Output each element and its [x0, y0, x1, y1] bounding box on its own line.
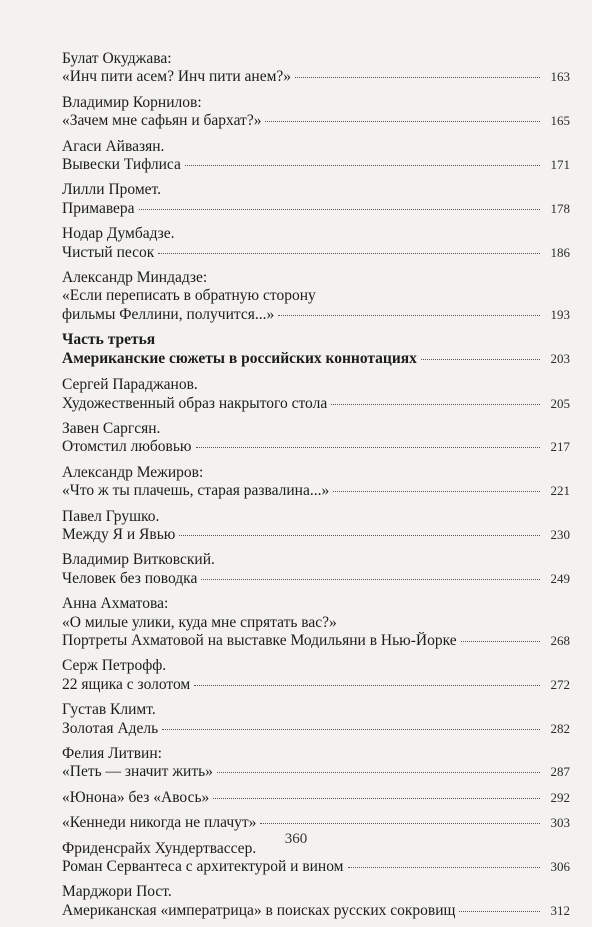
- dot-leader: [194, 685, 540, 686]
- entry-title: 22 ящика с золотом: [62, 675, 191, 693]
- entry-author: Лилли Промет.: [62, 181, 162, 199]
- dot-leader: [421, 359, 540, 360]
- dot-leader: [213, 798, 540, 799]
- page-ref: 171: [550, 157, 570, 173]
- entry-author: Марджори Пост.: [62, 883, 172, 901]
- entry-title-row: [62, 112, 570, 130]
- dot-leader: [179, 535, 540, 536]
- entry-author: Булат Окуджава:: [62, 50, 172, 67]
- entry-title: «Кеннеди никогда не плачут»: [62, 814, 257, 832]
- entry-author: Анна Ахматова:: [62, 595, 169, 613]
- page-ref: 287: [550, 764, 570, 780]
- entry-title-row: [62, 438, 570, 456]
- entry-author: Фриденсрайх Хундертвассер.: [62, 839, 257, 857]
- entry-title: Американская «императрица» в поисках русских сокровищ: [62, 901, 456, 919]
- page-number: 360: [284, 831, 308, 847]
- dot-leader: [139, 209, 540, 210]
- entry-title: Чистый песок: [62, 243, 155, 261]
- toc-entry: [62, 508, 570, 545]
- dot-leader: [333, 491, 540, 492]
- page-ref: 292: [550, 789, 570, 805]
- page-ref: 312: [550, 902, 570, 918]
- toc-entry: [62, 181, 570, 218]
- dot-leader: [278, 315, 540, 316]
- toc-entry: [62, 814, 570, 832]
- entry-title-row: [62, 789, 570, 807]
- entry-title: Человек без поводка: [62, 569, 198, 587]
- entry-title: Художественный образ накрытого стола: [62, 394, 328, 412]
- entry-title: Между Я и Явью: [62, 525, 176, 543]
- entry-title: «Юнона» без «Авось»: [62, 788, 210, 806]
- section-heading: [62, 331, 570, 368]
- dot-leader: [459, 911, 540, 912]
- page-ref: 272: [550, 676, 570, 692]
- section-title-row: [62, 350, 570, 368]
- dot-leader: [162, 729, 540, 730]
- entry-author: Владимир Корнилов:: [62, 93, 202, 111]
- entry-author: Александр Межиров:: [62, 463, 204, 481]
- page-ref: 268: [550, 632, 570, 648]
- entry-title-row: [62, 244, 570, 262]
- dot-leader: [461, 641, 540, 642]
- page-ref: 205: [550, 395, 570, 411]
- toc-entry: [62, 138, 570, 175]
- entry-author: Павел Грушко.: [62, 507, 160, 525]
- entry-title-row: [62, 482, 570, 500]
- toc-entry: [62, 420, 570, 457]
- entry-title-row: [62, 814, 570, 832]
- entry-title: Отомстил любовью: [62, 438, 192, 456]
- toc-entry: [62, 225, 570, 262]
- section-label: Часть третья: [62, 331, 156, 349]
- entry-title-row: [62, 68, 570, 86]
- entry-title: «Петь — значит жить»: [62, 763, 213, 781]
- dot-leader: [158, 253, 540, 254]
- toc-entry: [62, 883, 570, 920]
- dot-leader: [201, 579, 540, 580]
- entry-title-row: [62, 570, 570, 588]
- entry-title-row: [62, 763, 570, 781]
- entry-title: «Что ж ты плачешь, старая развалина...»: [62, 482, 330, 500]
- entry-title-row: [62, 306, 570, 324]
- entry-title-row: [62, 395, 570, 413]
- entry-author: Густав Климт.: [62, 701, 156, 719]
- page-ref: 230: [550, 526, 570, 542]
- page-ref: 303: [550, 815, 570, 831]
- entry-author: Серж Петрофф.: [62, 657, 167, 675]
- dot-leader: [185, 165, 540, 166]
- entry-title-row: [62, 632, 570, 650]
- toc-group-part-two: [62, 50, 570, 324]
- entry-author: Сергей Параджанов.: [62, 376, 198, 394]
- entry-title-row: [62, 200, 570, 218]
- page-ref: 178: [550, 200, 570, 216]
- entry-author: Фелия Литвин:: [62, 745, 162, 762]
- entry-title: «Зачем мне сафьян и бархат?»: [62, 112, 262, 130]
- toc-entry: [62, 745, 570, 782]
- toc-entry: [62, 94, 570, 131]
- dot-leader: [217, 772, 540, 773]
- toc-entry: [62, 789, 570, 807]
- entry-title-row: [62, 526, 570, 544]
- dot-leader: [265, 121, 540, 122]
- entry-title: фильмы Феллини, получится...»: [62, 305, 275, 323]
- page-ref: 203: [550, 350, 570, 366]
- entry-title-line: «О милые улики, куда мне спрятать вас?»: [62, 613, 337, 631]
- entry-author: Агаси Айвазян.: [62, 137, 165, 155]
- entry-title: Портреты Ахматовой на выставке Модильяни в Нью-Йорке: [62, 631, 457, 649]
- toc-entry: [62, 50, 570, 87]
- toc-entry: [62, 464, 570, 501]
- entry-title-row: [62, 858, 570, 876]
- dot-leader: [196, 447, 540, 448]
- table-of-contents: [62, 50, 570, 927]
- section-title: Американские сюжеты в российских коннотациях: [62, 349, 417, 367]
- page-ref: 193: [550, 306, 570, 322]
- entry-title: Примавера: [62, 199, 135, 217]
- page-ref: 306: [550, 859, 570, 875]
- entry-title: Роман Сервантеса с архитектурой и вином: [62, 858, 344, 876]
- entry-title-row: [62, 676, 570, 694]
- toc-entry: [62, 595, 570, 650]
- dot-leader: [331, 404, 540, 405]
- page-ref: 217: [550, 439, 570, 455]
- entry-title: Золотая Адель: [62, 719, 159, 737]
- toc-entry: [62, 551, 570, 588]
- entry-title-row: [62, 720, 570, 738]
- entry-title-row: [62, 902, 570, 920]
- page-ref: 221: [550, 483, 570, 499]
- toc-entry: [62, 269, 570, 324]
- entry-author: Нодар Думбадзе.: [62, 225, 175, 243]
- page-ref: 165: [550, 113, 570, 129]
- page-ref: 186: [550, 244, 570, 260]
- entry-title-line: «Если переписать в обратную сторону: [62, 287, 316, 305]
- dot-leader: [295, 77, 540, 78]
- page-ref: 282: [550, 720, 570, 736]
- entry-title: Вывески Тифлиса: [62, 156, 181, 174]
- toc-entry: [62, 701, 570, 738]
- page-ref: 163: [550, 69, 570, 85]
- page-ref: 249: [550, 570, 570, 586]
- entry-title-row: [62, 156, 570, 174]
- entry-title: «Инч пити асем? Инч пити анем?»: [62, 68, 292, 86]
- entry-author: Александр Миндадзе:: [62, 269, 208, 287]
- toc-entry: [62, 657, 570, 694]
- entry-author: Владимир Витковский.: [62, 551, 215, 569]
- dot-leader: [348, 867, 541, 868]
- dot-leader: [260, 823, 540, 824]
- toc-entry: [62, 376, 570, 413]
- entry-author: Завен Саргсян.: [62, 419, 161, 437]
